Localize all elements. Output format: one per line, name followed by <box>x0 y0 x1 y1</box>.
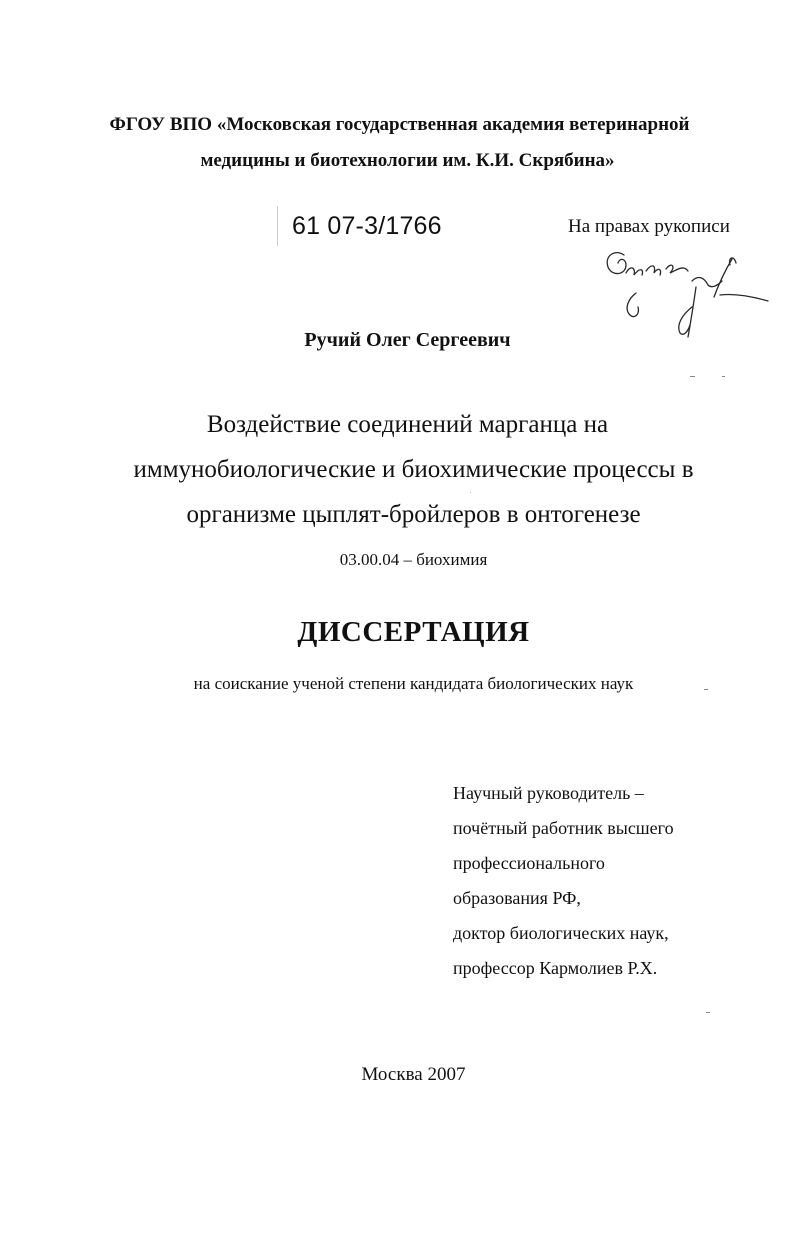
degree-line: на соискание ученой степени кандидата биологических наук <box>193 674 634 693</box>
institution-line-1: ФГОУ ВПО «Московская государственная академия ветеринарной <box>109 114 690 135</box>
supervisor-line: Научный руководитель – <box>453 783 644 803</box>
scan-mark <box>277 206 278 246</box>
registration-code: 61 07-3/1766 <box>292 212 442 240</box>
title-line-2: иммунобиологические и биохимические процессы в <box>133 456 694 483</box>
document-type: ДИССЕРТАЦИЯ <box>297 616 530 648</box>
rights-note: На правах рукописи <box>568 216 730 237</box>
institution-line-2: медицины и биотехнологии им. К.И. Скрябина» <box>200 150 615 171</box>
scan-speck <box>722 376 725 377</box>
scan-speck <box>706 1012 710 1013</box>
scan-speck <box>470 492 471 493</box>
specialty: 03.00.04 – биохимия <box>339 550 488 569</box>
supervisor-line: профессор Кармолиев Р.Х. <box>453 958 658 978</box>
city-year: Москва 2007 <box>361 1064 466 1085</box>
supervisor-line: профессионального <box>453 853 605 873</box>
scan-speck <box>704 689 708 690</box>
supervisor-line: доктор биологических наук, <box>453 923 669 943</box>
supervisor-block <box>453 776 674 986</box>
title-line-1: Воздействие соединений марганца на <box>206 411 609 438</box>
scan-speck <box>690 376 695 377</box>
supervisor-line: образования РФ, <box>453 888 581 908</box>
author-name: Ручий Олег Сергеевич <box>304 329 511 351</box>
supervisor-line: почётный работник высшего <box>453 818 674 838</box>
title-line-3: организме цыплят-бройлеров в онтогенезе <box>186 501 641 528</box>
